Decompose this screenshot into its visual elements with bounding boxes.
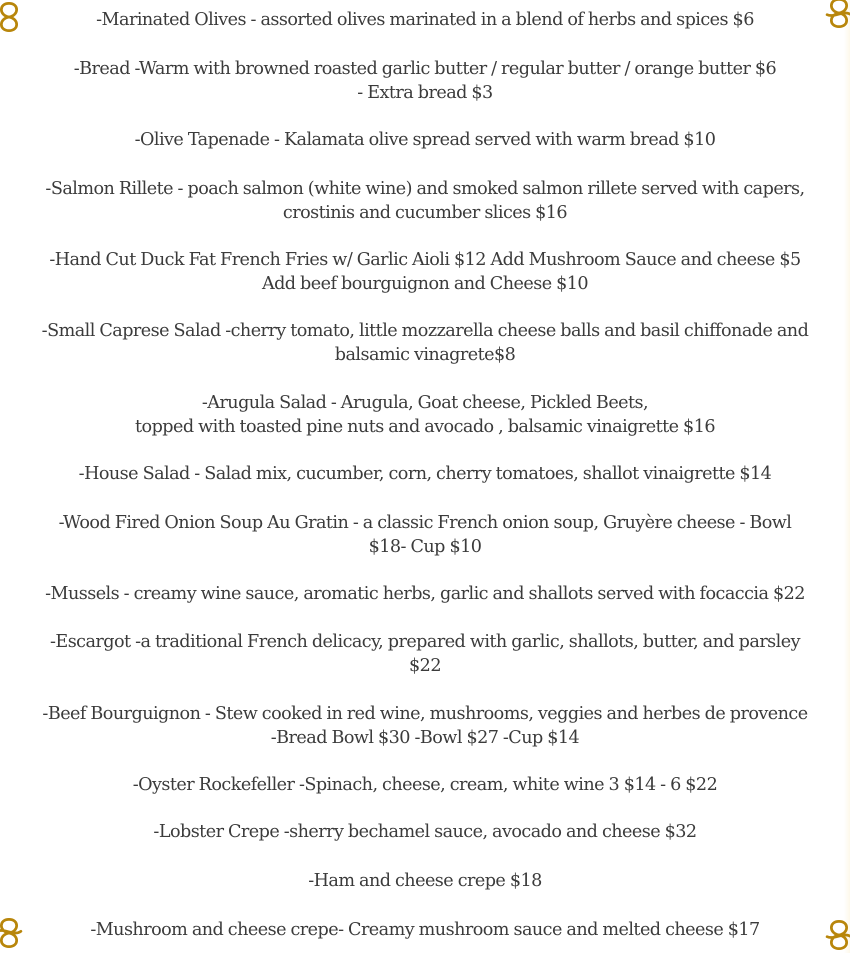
menu-item-text: -Salmon Rillete - poach salmon (white wine) and smoked salmon rillete served with capers, — [45, 179, 805, 199]
menu-item-duck-fat-fries — [0, 248, 850, 296]
menu-item-text: -Escargot -a traditional French delicacy, prepared with garlic, shallots, butter, and parsley — [50, 632, 800, 652]
menu-item-mushroom-cheese-crepe — [0, 918, 850, 942]
menu-item-olive-tapenade — [0, 128, 850, 152]
menu-item-arugula-salad — [0, 391, 850, 439]
menu-item-onion-soup — [0, 511, 850, 559]
menu-item-text: -House Salad - Salad mix, cucumber, corn, cherry tomatoes, shallot vinaigrette $14 — [78, 464, 772, 484]
menu-item-lobster-crepe — [0, 820, 850, 844]
menu-item-text: -Mussels - creamy wine sauce, aromatic herbs, garlic and shallots served with focaccia $22 — [45, 584, 805, 604]
menu-item-text: -Marinated Olives - assorted olives marinated in a blend of herbs and spices $6 — [96, 10, 754, 30]
menu-item-subtext: crostinis and cucumber slices $16 — [282, 203, 568, 223]
menu-item-subtext: - Extra bread $3 — [357, 83, 493, 103]
menu-item-text: -Oyster Rockefeller -Spinach, cheese, cream, white wine 3 $14 - 6 $22 — [132, 775, 718, 795]
menu-item-text: -Arugula Salad - Arugula, Goat cheese, Pickled Beets, — [201, 393, 649, 413]
menu-item-house-salad — [0, 462, 850, 486]
menu-item-text: -Lobster Crepe -sherry bechamel sauce, avocado and cheese $32 — [153, 822, 697, 842]
menu-item-subtext: topped with toasted pine nuts and avocado , balsamic vinaigrette $16 — [135, 417, 715, 437]
menu-item-salmon-rillete — [0, 177, 850, 225]
menu-item-mussels — [0, 582, 850, 606]
menu-item-text: -Hand Cut Duck Fat French Fries w/ Garlic Aioli $12 Add Mushroom Sauce and cheese $5 — [49, 250, 801, 270]
menu-item-subtext: balsamic vinagrete$8 — [334, 345, 516, 365]
menu-item-marinated-olives — [0, 8, 850, 32]
menu-item-oyster-rockefeller — [0, 773, 850, 797]
menu-item-ham-cheese-crepe — [0, 869, 850, 893]
menu-item-subtext: Add beef bourguignon and Cheese $10 — [261, 274, 589, 294]
menu-item-subtext: $22 — [409, 656, 441, 676]
menu-item-bread — [0, 57, 850, 105]
menu-item-subtext: -Bread Bowl $30 -Bowl $27 -Cup $14 — [270, 728, 580, 748]
menu-item-text: -Small Caprese Salad -cherry tomato, little mozzarella cheese balls and basil chiffonade and — [41, 321, 809, 341]
menu-item-text: -Mushroom and cheese crepe- Creamy mushroom sauce and melted cheese $17 — [90, 920, 760, 940]
menu-item-text: -Wood Fired Onion Soup Au Gratin - a classic French onion soup, Gruyère cheese - Bowl — [58, 513, 792, 533]
menu-item-beef-bourguignon — [0, 702, 850, 750]
menu-item-caprese-salad — [0, 319, 850, 367]
menu-item-text: -Ham and cheese crepe $18 — [308, 871, 542, 891]
menu-item-text: -Bread -Warm with browned roasted garlic butter / regular butter / orange butter $6 — [73, 59, 777, 79]
menu-item-escargot — [0, 630, 850, 678]
menu-item-text: -Olive Tapenade - Kalamata olive spread served with warm bread $10 — [134, 130, 716, 150]
menu-item-subtext: $18- Cup $10 — [368, 537, 482, 557]
menu-item-text: -Beef Bourguignon - Stew cooked in red wine, mushrooms, veggies and herbes de provence — [42, 704, 808, 724]
